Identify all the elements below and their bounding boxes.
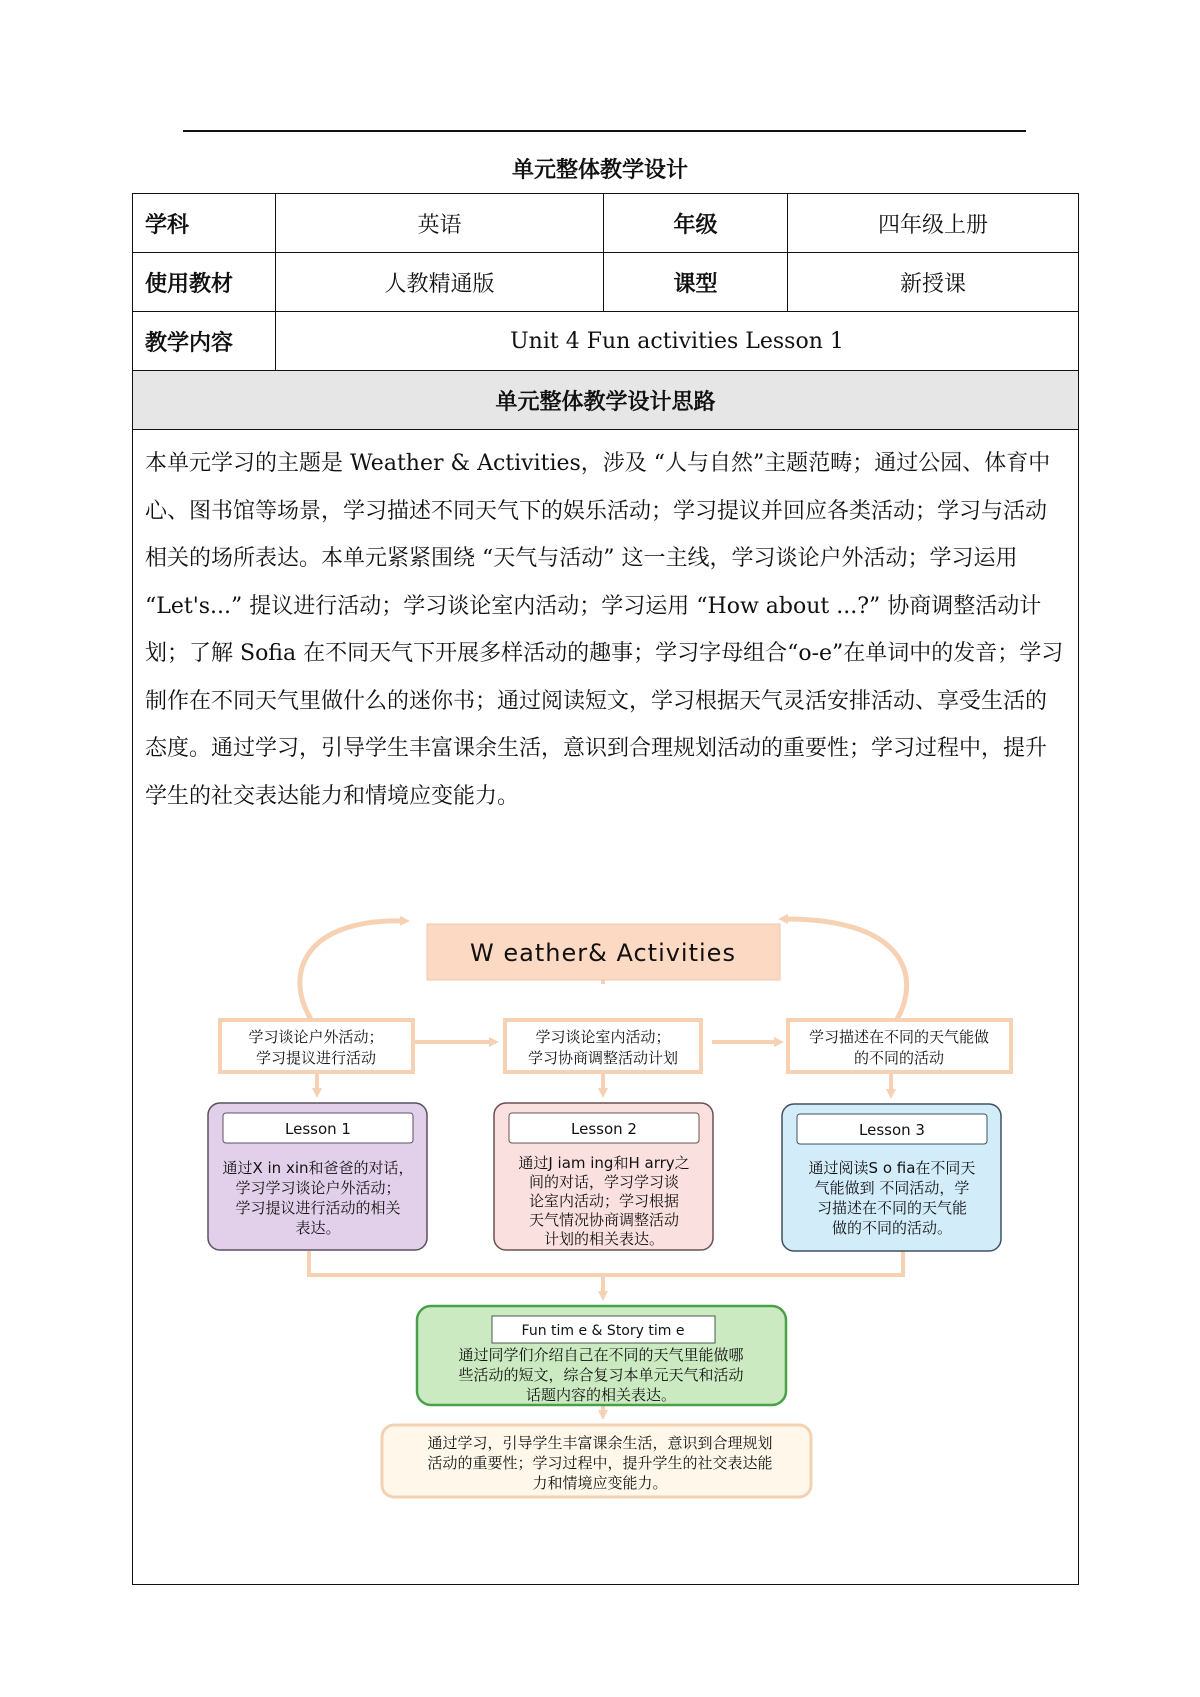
unit-flow-diagram	[133, 430, 1077, 1584]
svg-text:学习学习谈论户外活动；: 学习学习谈论户外活动；	[235, 1179, 401, 1197]
textbook-label: 使用教材	[133, 253, 276, 312]
design-paragraph: 本单元学习的主题是 Weather & Activities，涉及 “人与自然”主题范畴；通过公园、体育中心、图书馆等场景，学习描述不同天气下的娱乐活动；学习提议并回应各类活动；学习与活动相关的场所表达。本单元紧紧围绕 “天气与活动” 这一主线，学习谈论户外活动；学习运用 “Let's...” 提议进行活动；学习谈论室内活动；学习运用 “How about ...?” 协商调整活动计划；了解 Sofia 在不同天气下开展多样活动的趣事；学习字母组合“o-e”在单词中的发音；学习制作在不同天气里做什么的迷你书；通过阅读短文，学习根据天气灵活安排活动、享受生活的态度。通过学习，引导学生丰富课余生活，意识到合理规划活动的重要性；学习过程中，提升学生的社交表达能力和情境应变能力。	[145, 451, 1064, 809]
subject-label: 学科	[133, 194, 276, 253]
svg-text:学习提议进行活动的相关: 学习提议进行活动的相关	[235, 1199, 401, 1217]
svg-text:表达。: 表达。	[295, 1219, 341, 1237]
svg-text:学习谈论室内活动；: 学习谈论室内活动；	[535, 1028, 671, 1046]
svg-text:些活动的短文，综合复习本单元天气和活动: 些活动的短文，综合复习本单元天气和活动	[458, 1366, 744, 1384]
textbook-value: 人教精通版	[276, 253, 604, 312]
goal-box-2	[505, 1020, 701, 1072]
header-rule	[183, 130, 1026, 132]
lesson-title: Lesson 1	[285, 1120, 351, 1138]
svg-text:气能做到 不同活动，学: 气能做到 不同活动，学	[814, 1179, 970, 1197]
svg-text:天气情况协商调整活动: 天气情况协商调整活动	[528, 1211, 680, 1229]
svg-text:通过X in xin和爸爸的对话，: 通过X in xin和爸爸的对话，	[222, 1159, 414, 1177]
lesson-title: Lesson 3	[859, 1121, 925, 1139]
content-label: 教学内容	[133, 312, 276, 371]
lesson-info-table	[132, 193, 1079, 1585]
lesson-box-3	[782, 1104, 1001, 1251]
svg-text:计划的相关表达。: 计划的相关表达。	[543, 1230, 665, 1248]
review-title: Fun tim e & Story tim e	[521, 1323, 685, 1339]
grade-label: 年级	[604, 194, 788, 253]
svg-text:习描述在不同的天气能: 习描述在不同的天气能	[816, 1199, 968, 1217]
svg-text:学习描述在不同的天气能做: 学习描述在不同的天气能做	[808, 1028, 990, 1046]
grade-value: 四年级上册	[788, 194, 1079, 253]
svg-text:学习协商调整活动计划: 学习协商调整活动计划	[527, 1049, 679, 1067]
lesson-box-2	[494, 1103, 713, 1250]
svg-text:学习提议进行活动: 学习提议进行活动	[255, 1049, 377, 1067]
goal-box-3	[788, 1020, 1011, 1072]
svg-text:通过同学们介绍自己在不同的天气里能做哪: 通过同学们介绍自己在不同的天气里能做哪	[458, 1346, 744, 1364]
svg-text:间的对话，学习学习谈: 间的对话，学习学习谈	[528, 1173, 680, 1191]
svg-text:论室内活动；学习根据: 论室内活动；学习根据	[528, 1192, 680, 1210]
subject-value: 英语	[276, 194, 604, 253]
goal-box-1	[220, 1020, 413, 1072]
section-title: 单元整体教学设计思路	[133, 371, 1079, 430]
lesson-box-1	[208, 1103, 427, 1250]
lesson-title: Lesson 2	[571, 1120, 637, 1138]
svg-text:话题内容的相关表达。: 话题内容的相关表达。	[525, 1386, 677, 1404]
connector-left-loop	[300, 921, 405, 1021]
design-body-cell	[133, 430, 1079, 1585]
topic-box	[427, 924, 780, 980]
content-value: Unit 4 Fun activities Lesson 1	[276, 312, 1079, 371]
svg-text:活动的重要性；学习过程中，提升学生的社交表达能: 活动的重要性；学习过程中，提升学生的社交表达能	[427, 1454, 773, 1472]
svg-text:力和情境应变能力。: 力和情境应变能力。	[532, 1474, 668, 1492]
svg-text:的不同的活动: 的不同的活动	[853, 1049, 945, 1067]
info-row	[133, 194, 1079, 253]
lesson-type-label: 课型	[604, 253, 788, 312]
svg-text:通过阅读S o fia在不同天: 通过阅读S o fia在不同天	[808, 1159, 976, 1177]
connector-right-loop	[783, 919, 907, 1021]
review-box	[417, 1306, 786, 1405]
connector-bracket	[309, 1251, 903, 1275]
info-row	[133, 253, 1079, 312]
topic-text: W eather& Activities	[470, 939, 736, 967]
outcome-box	[382, 1425, 811, 1497]
info-row	[133, 312, 1079, 371]
document-title: 单元整体教学设计	[511, 158, 688, 183]
lesson-type-value: 新授课	[788, 253, 1079, 312]
svg-text:通过J iam ing和H arry之: 通过J iam ing和H arry之	[518, 1154, 690, 1172]
svg-text:学习谈论户外活动；: 学习谈论户外活动；	[248, 1028, 384, 1046]
svg-text:通过学习，引导学生丰富课余生活，意识到合理规划: 通过学习，引导学生丰富课余生活，意识到合理规划	[427, 1434, 773, 1452]
svg-text:做的不同的活动。: 做的不同的活动。	[831, 1219, 953, 1237]
